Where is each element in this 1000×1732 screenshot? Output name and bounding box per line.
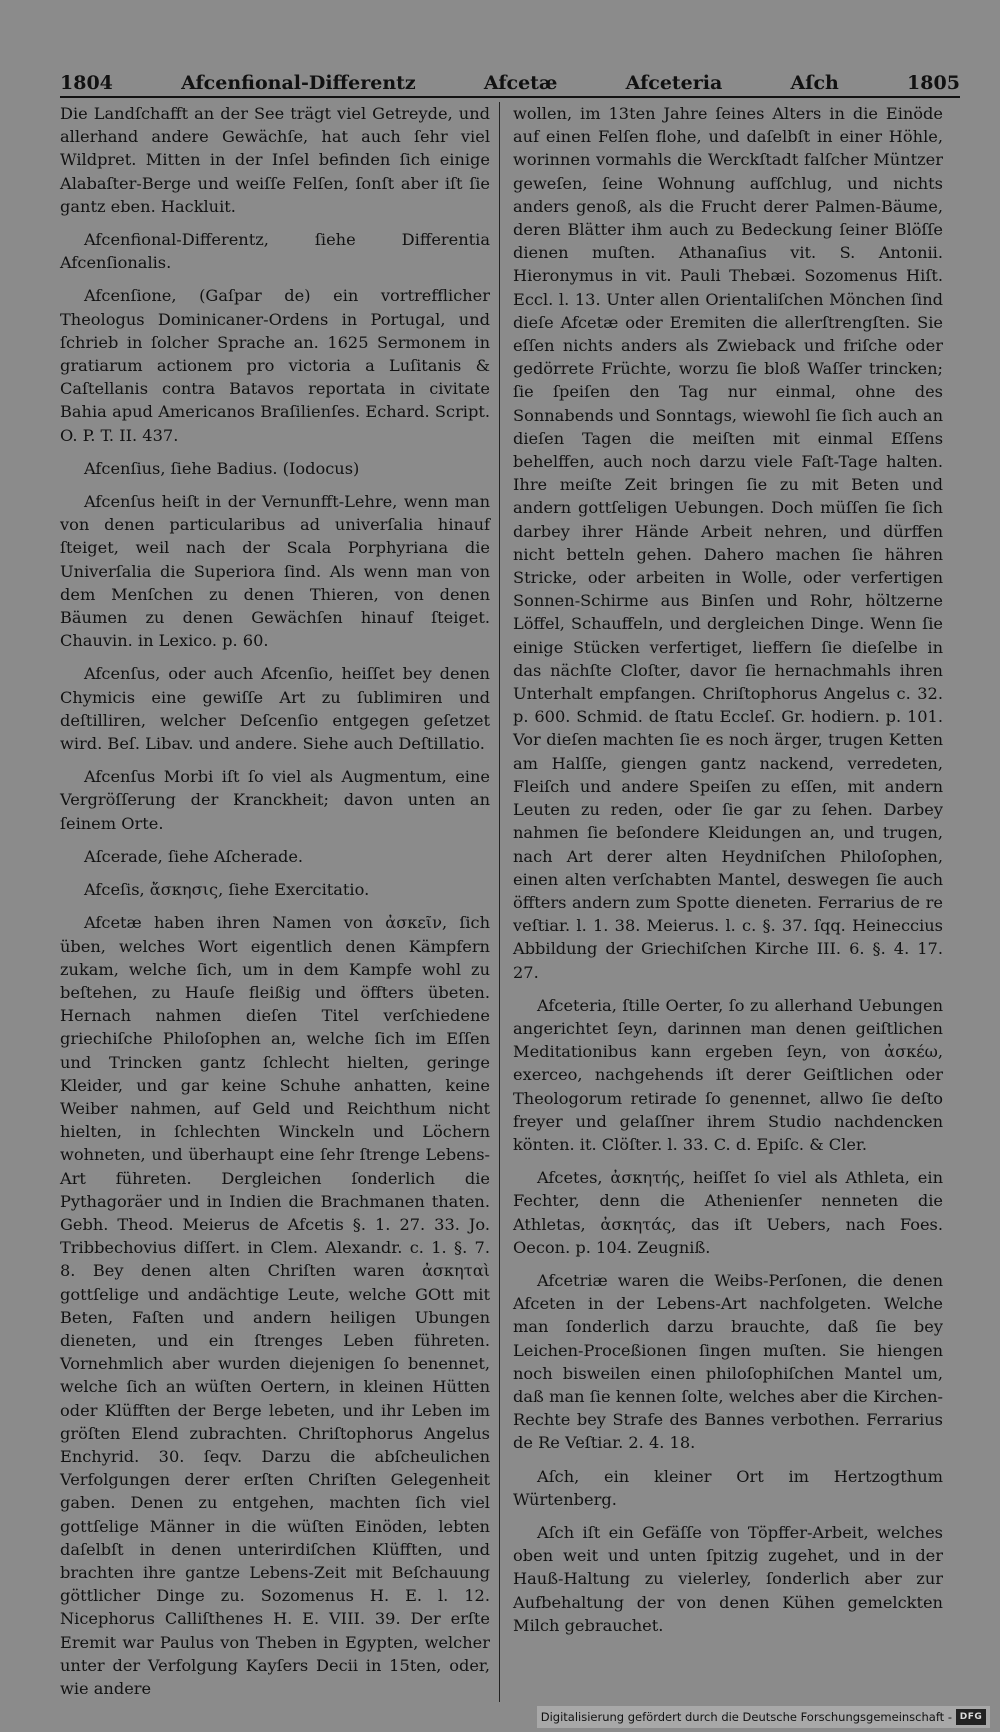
entry-paragraph: Afcenfional-Differentz, ſiehe Differentia Afcenſionalis. bbox=[60, 230, 490, 273]
page-number-right: 1805 bbox=[907, 72, 960, 94]
header-keyword-2: Afcetæ bbox=[483, 72, 558, 94]
column-divider bbox=[499, 102, 500, 1702]
header-keyword-1: Afcenfional-Differentz bbox=[181, 72, 416, 94]
entry-paragraph: wollen, im 13ten Jahre ſeines Alters in die Einöde auf einen Felſen flohe, und daſelbſt in einer Höhle, worinnen vormahls die Werckſtadt falſcher Müntzer geweſen, ſeine Wohnung aufſchlug, und nichts anders genoß, als die Frucht derer Palmen-Bäume, deren Blätter ihm auch zu Bedeckung ſeiner Blöſſe dienen muſten. Athanaſius vit. S. Antonii. Hieronymus in vit. Pauli Thebæi. Sozomenus Hiſt. Eccl. l. 13. Unter allen Orientaliſchen Mönchen ſind dieſe Afcetæ oder Eremiten die allerſtrengſten. Sie eſſen nichts anders als Zwieback und friſche oder gedörrete Früchte, worzu ſie bloß Waſſer trincken; ſie ſpeiſen den Tag nur einmal, ohne des Sonnabends und Sonntags, wiewohl ſie ſich auch an dieſen Tagen die meiſten mit einmal Eſſens behelffen, auch noch darzu viele Faſt-Tage halten. Ihre meiſte Zeit bringen ſie zu mit Beten und andern gottſeligen Uebungen. Doch müſſen ſie ſich darbey ihrer Hände Arbeit nehren, und dürffen nicht betteln gehen. Dahero machen ſie hähren Stricke, oder arbeiten in Wolle, oder verfertigen Sonnen-Schirme aus Binſen und Rohr, höltzerne Löffel, Schauffeln, und dergleichen Dinge. Wenn ſie einige Stücken verfertiget, lieffern ſie dieſelbe in das nächſte Cloſter, davor ſie hernachmahls ihren Unterhalt empfangen. Chriſtophorus Angelus c. 32. p. 600. Schmid. de ſtatu Eccleſ. Gr. hodiern. p. 101. Vor dieſen machten ſie es noch ärger, trugen Ketten am Halſſe, giengen gantz nackend, verredeten, Fleiſch und andere Speiſen zu eſſen, mit andern Leuten zu reden, oder ſie gar zu ſehen. Darbey nahmen ſie beſondere Kleidungen an, und trugen, nach Art derer alten Heydniſchen Philoſophen, einen alten verſchabten Mantel, deswegen ſie auch öffters andern zum Spotte dieneten. Ferrarius de re veſtiar. l. 1. 38. Meierus. l. c. §. 37. ſqq. Heineccius Abbildung der Griechiſchen Kirche III. 6. §. 4. 17. 27. bbox=[513, 104, 943, 982]
entry-paragraph: Die Landſchafft an der See trägt viel Getreyde, und allerhand andere Gewächſe, hat auch ſehr viel Wildpret. Mitten in der Inſel befinden ſich einige Alabaſter-Berge und weiſſe Felſen, ſonſt aber iſt ſie gantz eben. Hackluit. bbox=[60, 104, 490, 216]
footer-text: Digitalisierung gefördert durch die Deutsche Forschungsgemeinschaft - bbox=[540, 1710, 952, 1724]
digitization-footer bbox=[537, 1706, 990, 1728]
entry-paragraph: Afcenſus, oder auch Afcenſio, heiſſet bey denen Chymicis eine gewiſſe Art zu ſublimiren und deſtilliren, welcher Deſcenſio entgegen geſetzet wird. Beſ. Libav. und andere. Siehe auch Deſtillatio. bbox=[60, 664, 490, 754]
entry-paragraph: Aſcerade, ſiehe Aſcherade. bbox=[84, 846, 304, 866]
header-rule bbox=[60, 96, 960, 98]
header-keyword-4: Aſch bbox=[790, 72, 839, 94]
header-keyword-3: Afceteria bbox=[625, 72, 723, 94]
entry-paragraph: Afcenſione, (Gaſpar de) ein vortrefflicher Theologus Dominicaner-Ordens in Portugal, und ſchrieb in ſolcher Sprache an. 1625 Sermonem in gratiarum actionem pro victoria a Luſitanis & Caſtellanis contra Batavos reportata in civitate Bahia apud Americanos Braſilienſes. Echard. Script. O. P. T. II. 437. bbox=[60, 286, 490, 445]
entry-paragraph: Afceteria, ſtille Oerter, ſo zu allerhand Uebungen angerichtet ſeyn, darinnen man denen geiſtlichen Meditationibus kann ergeben ſeyn, von ἀσκέω, exerceo, nachgehends iſt derer Geiſtlichen oder Theologorum retirade ſo genennet, allwo ſie deſto freyer und gelaſſner ihrem Studio nachdencken könten. it. Clöſter. l. 33. C. d. Epiſc. & Cler. bbox=[513, 995, 943, 1154]
entry-paragraph: Afcenſius, ſiehe Badius. (Iodocus) bbox=[84, 458, 360, 478]
entry-paragraph: Afcetæ haben ihren Namen von ἀσκεῖν, ſich üben, welches Wort eigentlich denen Kämpfern zukam, welche ſich, um in dem Kampfe wohl zu beſtehen, zu Hauſe fleißig und öffters übeten. Hernach nahmen dieſen Titel verſchiedene griechiſche Philoſophen an, welche ſich im Eſſen und Trincken gantz ſchlecht hielten, geringe Kleider, und gar keine Schuhe anhatten, keine Weiber nahmen, auf Geld und Reichthum nicht hielten, in ſchlechten Winckeln und Löchern wohneten, und überhaupt eine ſehr ſtrenge Lebens-Art führeten. Dergleichen ſonderlich die Pythagoräer und in Indien die Brachmanen thaten. Gebh. Theod. Meierus de Afcetis §. 1. 27. 33. Jo. Tribbechovius diſſert. in Clem. Alexandr. c. 1. §. 7. 8. Bey denen alten Chriſten waren ἀσκηταὶ gottſelige und andächtige Leute, welche GOtt mit Beten, Faſten und andern heiligen Ubungen dieneten, und ein ſtrenges Leben führeten. Vornehmlich aber wurden diejenigen ſo benennet, welche ſich an wüſten Oertern, in kleinen Hütten oder Klüfften der Berge lebeten, und ihr Leben im gröſten Elend zubrachten. Chriſtophorus Angelus Enchyrid. 30. ſeqv. Darzu die abſcheulichen Verfolgungen derer erſten Chriſten Gelegenheit gaben. Denen zu entgehen, machten ſich viel gottſelige Männer in die wüſten Einöden, lebten daſelbſt in denen unterirdiſchen Klüfften, und brachten ihre gantze Lebens-Zeit mit Beſchauung göttlicher Dinge zu. Sozomenus H. E. l. 12. Nicephorus Calliſthenes H. E. VIII. 39. Der erſte Eremit war Paulus von Theben in Egypten, welcher unter der Verfolgung Kayſers Decii in 15ten, oder, wie andere bbox=[60, 913, 490, 1698]
dfg-logo-icon: DFG bbox=[956, 1709, 986, 1725]
running-header bbox=[60, 60, 960, 94]
right-column bbox=[513, 102, 943, 1702]
entry-paragraph: Afcenſus heiſt in der Vernunfft-Lehre, wenn man von denen particularibus ad univerſalia hinauf ſteiget, weil nach der Scala Porphyriana die Univerſalia die Superiora ſind. Als wenn man von dem Menſchen zu denen Thieren, von denen Bäumen zu denen Gewächſen hinauf ſteiget. Chauvin. in Lexico. p. 60. bbox=[60, 492, 490, 651]
entry-paragraph: Aſch, ein kleiner Ort im Hertzogthum Würtenberg. bbox=[513, 1466, 943, 1509]
entry-paragraph: Afcenſus Morbi iſt ſo viel als Augmentum, eine Vergröſſerung der Kranckheit; davon unten an ſeinem Orte. bbox=[60, 767, 490, 833]
left-column bbox=[60, 102, 490, 1702]
entry-paragraph: Afcetes, ἀσκητής, heiſſet ſo viel als Athleta, ein Fechter, denn die Athenienſer nenneten die Athletas, ἀσκητάς, das iſt Uebers, nach Foes. Oecon. p. 104. Zeugniß. bbox=[513, 1168, 943, 1257]
entry-paragraph: Aſch iſt ein Gefäſſe von Töpffer-Arbeit, welches oben weit und unten ſpitzig zugehet, und in der Hauß-Haltung zu vielerley, ſonderlich aber zur Aufbehaltung der von denen Kühen gemelckten Milch gebrauchet. bbox=[513, 1522, 943, 1635]
entry-paragraph: Afceſis, ἄσκησις, ſiehe Exercitatio. bbox=[84, 880, 370, 900]
page-number-left: 1804 bbox=[60, 72, 113, 94]
entry-paragraph: Afcetriæ waren die Weibs-Perſonen, die denen Afceten in der Lebens-Art nachfolgeten. Welche man ſonderlich darzu brauchte, daß ſie bey Leichen-Proceßionen ſingen muſten. Sie hiengen noch bisweilen einen philoſophiſchen Mantel um, daß man ſie kennen ſolte, welches aber die Kirchen-Rechte bey Strafe des Bannes verbothen. Ferrarius de Re Veſtiar. 2. 4. 18. bbox=[513, 1270, 943, 1453]
